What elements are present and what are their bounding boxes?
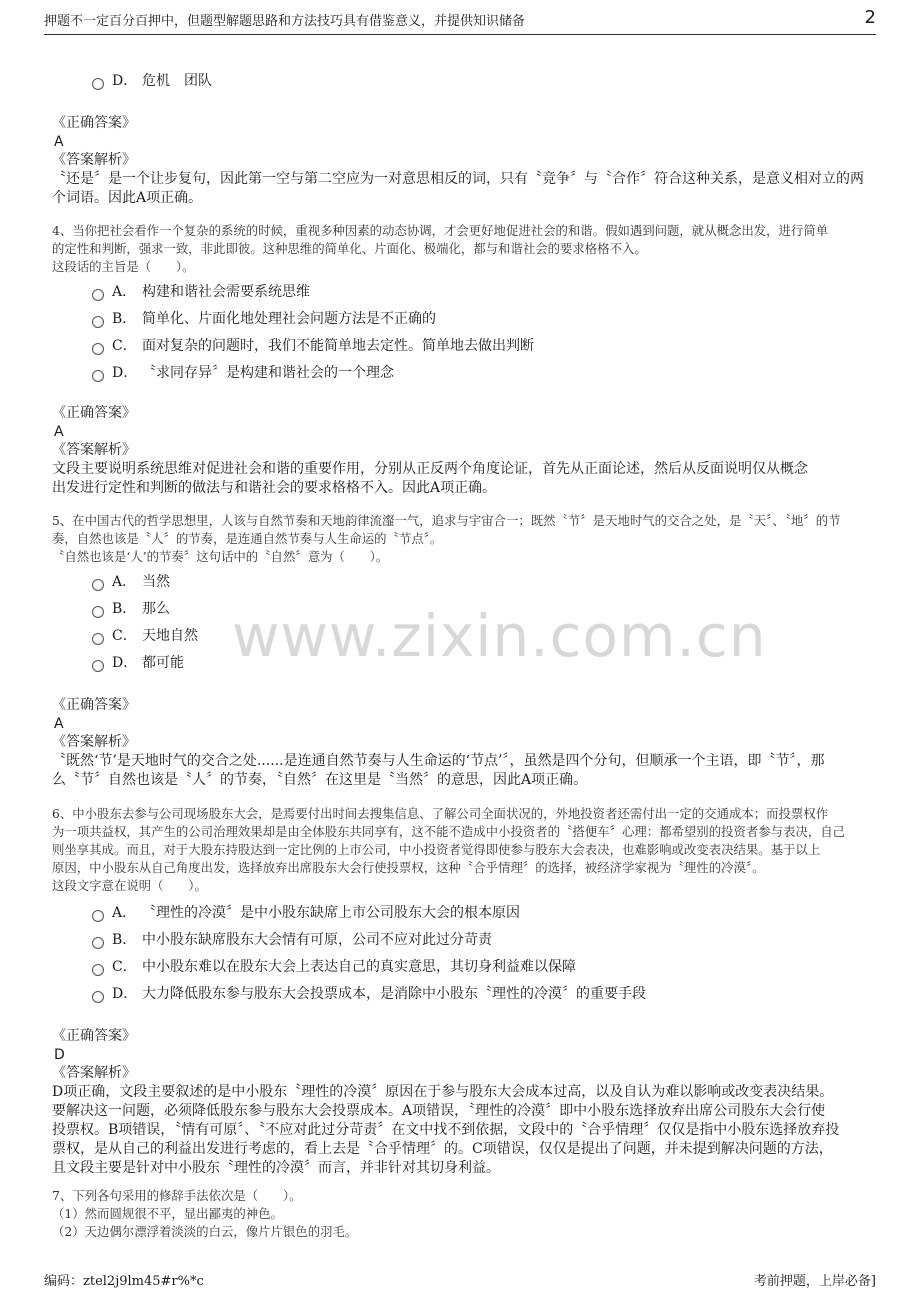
q6-options bbox=[92, 900, 872, 1008]
radio-icon[interactable] bbox=[92, 579, 104, 591]
option-letter: A． bbox=[112, 574, 137, 590]
question-text: 5、在中国古代的哲学思想里，人该与自然节奏和天地韵律流瀣一气，追求与宇宙合一；既然〝节〞是天地时气的交合之处，是〝天〞、〝地〞的节 bbox=[52, 513, 841, 528]
option-c[interactable] bbox=[92, 333, 872, 360]
option-d[interactable] bbox=[92, 650, 872, 677]
question-stem: 这段文字意在说明（ ）。 bbox=[52, 878, 207, 893]
q4-question bbox=[52, 222, 872, 276]
option-text: 大力降低股东参与股东大会投票成本，是消除中小股东〝理性的冷漠〞的重要手段 bbox=[142, 986, 646, 1002]
footer-slogan: 考前押题，上岸必备] bbox=[753, 1274, 876, 1289]
option-letter: A． bbox=[112, 284, 137, 300]
option-text: 〝求同存异〞是构建和谐社会的一个理念 bbox=[142, 365, 394, 381]
answer-label: 《正确答案》 bbox=[52, 697, 136, 713]
question-text: 6、中小股东去参与公司现场股东大会，是焉要付出时间去搜集信息、了解公司全面状况的，外地投资者还需付出一定的交通成本；而投票权作 bbox=[52, 806, 829, 821]
option-text: 当然 bbox=[142, 574, 170, 590]
answer-value: A bbox=[54, 424, 64, 440]
question-text: 7、下列各句采用的修辞手法依次是（ ）。 bbox=[52, 1188, 302, 1203]
explanation-line: 个词语。因此A项正确。 bbox=[52, 190, 203, 206]
radio-icon[interactable] bbox=[92, 343, 104, 355]
explanation-line: 投票权。B项错误，〝情有可原〞、〝不应对此过分苛责〞在文中找不到依据，文段中的〝合乎情理〞仅仅是指中小股东选择放弃投 bbox=[52, 1122, 840, 1138]
question-text: 为一项共益权，其产生的公司治理效果却是由全体股东共同享有，这不能不造成中小投资者的〝搭便车〞心理：都希望别的投资者参与表决，自己 bbox=[52, 824, 845, 839]
option-letter: B． bbox=[112, 311, 137, 327]
q4-answer-block bbox=[52, 404, 872, 498]
answer-value: A bbox=[54, 716, 64, 732]
q6-answer-block bbox=[52, 1027, 872, 1178]
q5-answer-block bbox=[52, 696, 872, 790]
radio-icon[interactable] bbox=[92, 78, 104, 90]
footer-code: 编码：ztel2j9lm45#r%*c bbox=[44, 1274, 204, 1289]
option-letter: D． bbox=[112, 986, 138, 1002]
q3-options bbox=[92, 68, 872, 95]
watermark: www.zixin.com.cn bbox=[232, 602, 767, 670]
option-c[interactable] bbox=[92, 623, 872, 650]
explanation-line: 要解决这一问题，必须降低股东参与股东大会投票成本。A项错误，〝理性的冷漠〞即中小股东选择放弃出席公司股东大会行使 bbox=[52, 1103, 826, 1119]
answer-label: 《正确答案》 bbox=[52, 1028, 136, 1044]
radio-icon[interactable] bbox=[92, 660, 104, 672]
question-text: （2）天边偶尔漂浮着淡淡的白云，像片片银色的羽毛。 bbox=[52, 1224, 358, 1239]
radio-icon[interactable] bbox=[92, 991, 104, 1003]
option-letter: C． bbox=[112, 338, 137, 354]
option-letter: D． bbox=[112, 73, 138, 89]
header-title: 押题不一定百分百押中，但题型解题思路和方法技巧具有借鉴意义，并提供知识储备 bbox=[44, 14, 526, 29]
explanation-line: D项正确，文段主要叙述的是中小股东〝理性的冷漠〞原因在于参与股东大会成本过高，以及自认为难以影响或改变表决结果。 bbox=[52, 1084, 834, 1100]
radio-icon[interactable] bbox=[92, 289, 104, 301]
question-text: 奏，自然也该是〝人〞的节奏，是连通自然节奏与人生命运的〝节点〞。 bbox=[52, 531, 443, 546]
answer-value: A bbox=[54, 134, 64, 150]
option-text: 面对复杂的问题时，我们不能简单地去定性。简单地去做出判断 bbox=[142, 338, 534, 354]
page-header bbox=[44, 7, 876, 35]
option-d[interactable] bbox=[92, 360, 872, 387]
option-text: 中小股东难以在股东大会上表达自己的真实意思，其切身利益难以保障 bbox=[142, 959, 576, 975]
option-a[interactable] bbox=[92, 900, 872, 927]
option-letter: B． bbox=[112, 601, 137, 617]
explanation-line: 且文段主要是针对中小股东〝理性的冷漠〞而言，并非针对其切身利益。 bbox=[52, 1160, 500, 1176]
question-stem: 〝自然也该是‘人’的节奏〞这句话中的〝自然〞意为（ ）。 bbox=[52, 549, 389, 564]
answer-value: D bbox=[54, 1047, 65, 1063]
question-text: 则坐享其成。而且，对于大股东持股达到一定比例的上市公司，中小投资者觉得即使参与股东大会表决，也难影响或改变表决结果。基于以上 bbox=[52, 842, 821, 857]
explanation-label: 《答案解析》 bbox=[52, 442, 136, 458]
option-letter: D． bbox=[112, 365, 138, 381]
option-text: 都可能 bbox=[142, 655, 184, 671]
option-b[interactable] bbox=[92, 927, 872, 954]
radio-icon[interactable] bbox=[92, 910, 104, 922]
q4-options bbox=[92, 279, 872, 387]
option-text: 危机 团队 bbox=[142, 73, 212, 89]
option-a[interactable] bbox=[92, 569, 872, 596]
option-text: 天地自然 bbox=[142, 628, 198, 644]
option-letter: A． bbox=[112, 905, 137, 921]
option-d[interactable] bbox=[92, 981, 872, 1008]
explanation-line: 〝还是〞是一个让步复句，因此第一空与第二空应为一对意思相反的词，只有〝竞争〞与〝合作〞符合这种关系，是意义相对立的两 bbox=[52, 171, 864, 187]
option-text: 构建和谐社会需要系统思维 bbox=[142, 284, 310, 300]
q5-options bbox=[92, 569, 872, 677]
q5-question bbox=[52, 512, 872, 566]
radio-icon[interactable] bbox=[92, 937, 104, 949]
q7-question bbox=[52, 1187, 872, 1241]
option-a[interactable] bbox=[92, 279, 872, 306]
page-number: 2 bbox=[864, 7, 876, 28]
option-d[interactable] bbox=[92, 68, 872, 95]
question-text: 的定性和判断，强求一致，非此即彼。这种思维的简单化、片面化、极端化，都与和谐社会的要求格格不入。 bbox=[52, 241, 647, 256]
answer-label: 《正确答案》 bbox=[52, 405, 136, 421]
option-c[interactable] bbox=[92, 954, 872, 981]
option-b[interactable] bbox=[92, 596, 872, 623]
explanation-line: 票权，是从自己的利益出发进行考虑的，看上去是〝合乎情理〞的。C项错误，仅仅是提出了问题，并未提到解决问题的方法， bbox=[52, 1141, 833, 1157]
option-letter: C． bbox=[112, 959, 137, 975]
question-text: 原因，中小股东从自己角度出发，选择放弃出席股东大会行使投票权，这种〝合乎情理〞的选择，被经济学家视为〝理性的冷漠〞。 bbox=[52, 860, 765, 875]
answer-label: 《正确答案》 bbox=[52, 115, 136, 131]
radio-icon[interactable] bbox=[92, 606, 104, 618]
option-text: 中小股东缺席股东大会情有可原，公司不应对此过分苛责 bbox=[142, 932, 492, 948]
explanation-line: 么〝节〞自然也该是〝人〞的节奏，〝自然〞在这里是〝当然〞的意思，因此A项正确。 bbox=[52, 772, 588, 788]
option-text: 〝理性的冷漠〞是中小股东缺席上市公司股东大会的根本原因 bbox=[142, 905, 520, 921]
q6-question bbox=[52, 805, 872, 895]
question-stem: 这段话的主旨是（ ）。 bbox=[52, 259, 195, 274]
option-text: 简单化、片面化地处理社会问题方法是不正确的 bbox=[142, 311, 436, 327]
explanation-line: 出发进行定性和判断的做法与和谐社会的要求格格不入。因此A项正确。 bbox=[52, 480, 497, 496]
explanation-line: 文段主要说明系统思维对促进社会和谐的重要作用，分别从正反两个角度论证，首先从正面论述，然后从反面说明仅从概念 bbox=[52, 461, 808, 477]
radio-icon[interactable] bbox=[92, 964, 104, 976]
option-b[interactable] bbox=[92, 306, 872, 333]
explanation-line: 〝既然‘节’是天地时气的交合之处......是连通自然节奏与人生命运的‘节点’〞，虽然是四个分句，但顺承一个主语，即〝节〞，那 bbox=[52, 753, 825, 769]
option-letter: C． bbox=[112, 628, 137, 644]
radio-icon[interactable] bbox=[92, 633, 104, 645]
question-text: 4、当你把社会看作一个复杂的系统的时候，重视多种因素的动态协调，才会更好地促进社会的和谐。假如遇到问题，就从概念出发，进行简单 bbox=[52, 223, 829, 238]
explanation-label: 《答案解析》 bbox=[52, 1065, 136, 1081]
radio-icon[interactable] bbox=[92, 370, 104, 382]
option-letter: B． bbox=[112, 932, 137, 948]
option-letter: D． bbox=[112, 655, 138, 671]
option-text: 那么 bbox=[142, 601, 170, 617]
radio-icon[interactable] bbox=[92, 316, 104, 328]
question-text: （1）然而圆规很不平，显出鄙夷的神色。 bbox=[52, 1206, 283, 1221]
page-footer bbox=[44, 1270, 876, 1290]
explanation-label: 《答案解析》 bbox=[52, 734, 136, 750]
q3-answer-block bbox=[52, 114, 872, 208]
explanation-label: 《答案解析》 bbox=[52, 152, 136, 168]
